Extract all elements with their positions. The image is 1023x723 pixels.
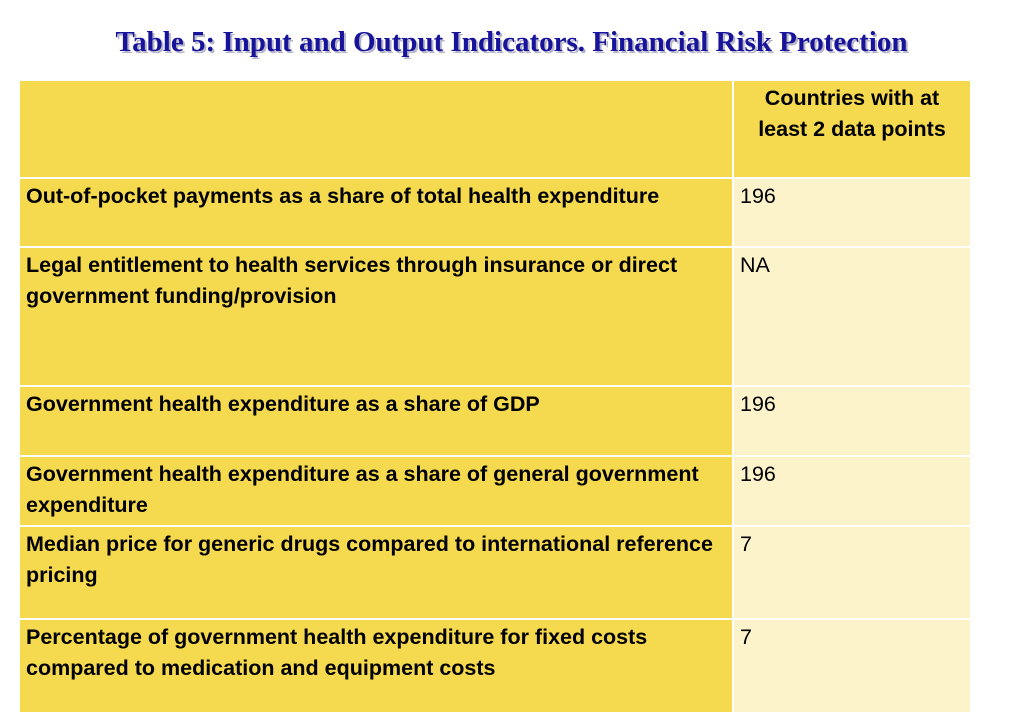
indicator-value: NA xyxy=(733,247,971,386)
indicator-label: Government health expenditure as a share of general government expenditure xyxy=(19,456,733,526)
header-label-cell xyxy=(19,80,733,178)
indicator-value: 7 xyxy=(733,526,971,619)
table-row xyxy=(19,386,971,456)
table-row xyxy=(19,619,971,713)
table-row xyxy=(19,526,971,619)
indicator-value: 7 xyxy=(733,619,971,713)
indicator-label: Median price for generic drugs compared to international reference pricing xyxy=(19,526,733,619)
header-value-cell: Countries with at least 2 data points xyxy=(733,80,971,178)
indicator-value: 196 xyxy=(733,456,971,526)
indicator-value: 196 xyxy=(733,178,971,247)
indicators-table xyxy=(18,79,972,714)
table-row xyxy=(19,247,971,386)
table-row xyxy=(19,178,971,247)
table-header-row xyxy=(19,80,971,178)
table-row xyxy=(19,456,971,526)
indicator-label: Government health expenditure as a share of GDP xyxy=(19,386,733,456)
indicator-label: Legal entitlement to health services through insurance or direct government funding/provision xyxy=(19,247,733,386)
indicator-label: Percentage of government health expenditure for fixed costs compared to medication and equipment costs xyxy=(19,619,733,713)
indicator-label: Out-of-pocket payments as a share of total health expenditure xyxy=(19,178,733,247)
page-title: Table 5: Input and Output Indicators. Financial Risk Protection xyxy=(115,26,908,58)
indicator-value: 196 xyxy=(733,386,971,456)
